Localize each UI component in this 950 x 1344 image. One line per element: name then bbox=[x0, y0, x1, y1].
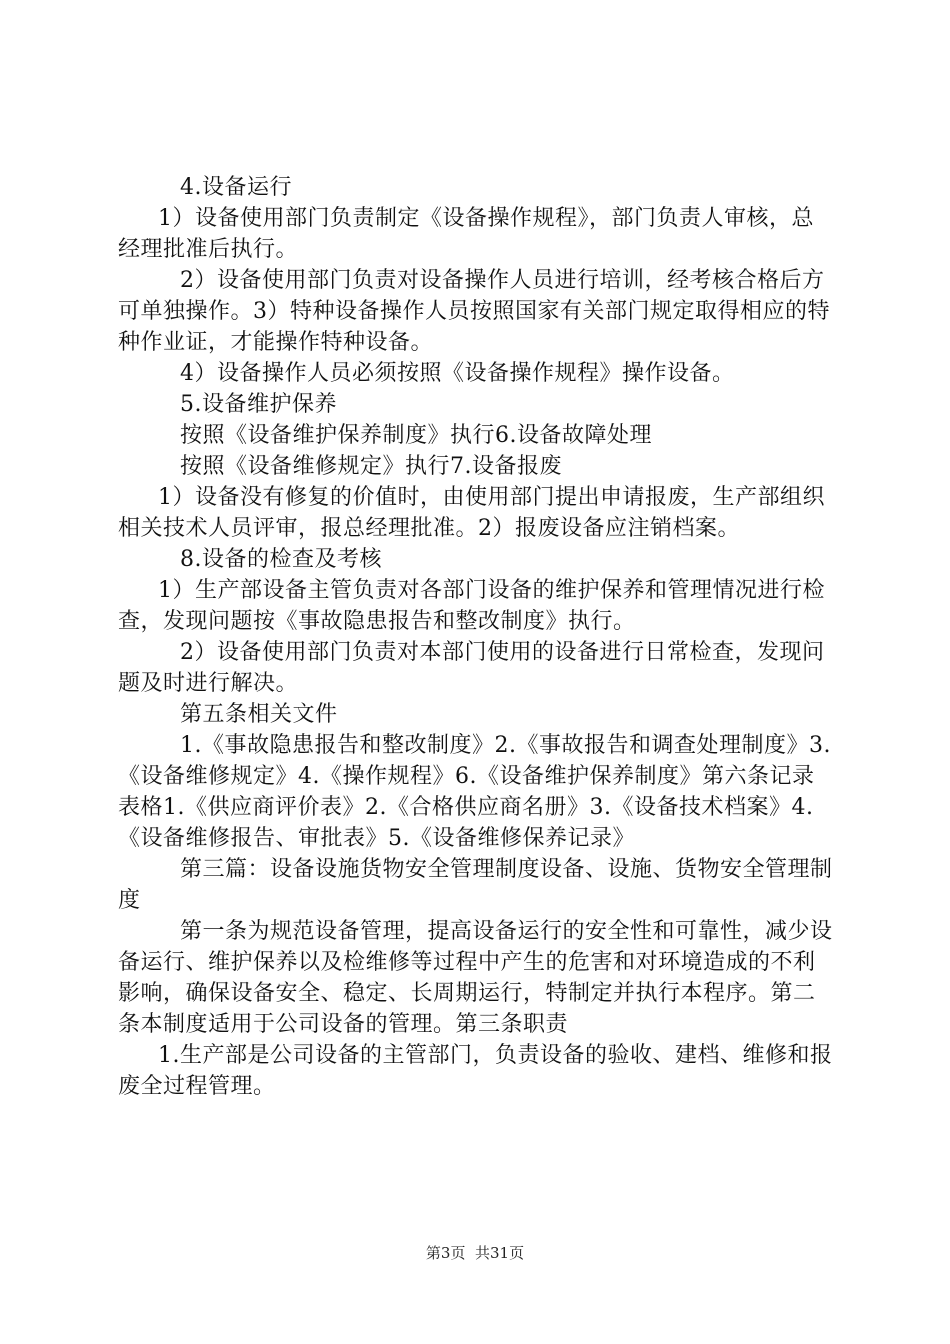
paragraph: 1）设备没有修复的价值时，由使用部门提出申请报废，生产部组织相关技术人员评审，报总经理批准。2）报废设备应注销档案。 bbox=[118, 485, 825, 541]
section-heading-related-documents: 第五条相关文件 bbox=[180, 702, 338, 727]
chapter-heading: 第三篇：设备设施货物安全管理制度设备、设施、货物安全管理制度 bbox=[118, 857, 833, 913]
page-number: 第3页 共31页 bbox=[425, 1244, 525, 1262]
paragraph: 1.生产部是公司设备的主管部门，负责设备的验收、建档、维修和报废全过程管理。 bbox=[118, 1043, 833, 1099]
page-footer bbox=[0, 1243, 950, 1263]
paragraph: 4）设备操作人员必须按照《设备操作规程》操作设备。 bbox=[180, 361, 735, 386]
section-heading-maintenance: 5.设备维护保养 bbox=[180, 392, 337, 417]
document-body bbox=[118, 172, 833, 1102]
paragraph: 第一条为规范设备管理，提高设备运行的安全性和可靠性，减少设备运行、维护保养以及检维修等过程中产生的危害和对环境造成的不利影响，确保设备安全、稳定、长周期运行，特制定并执行本程序。第二条本制度适用于公司设备的管理。第三条职责 bbox=[118, 919, 833, 1037]
paragraph: 2）设备使用部门负责对本部门使用的设备进行日常检查，发现问题及时进行解决。 bbox=[118, 640, 825, 696]
paragraph: 1.《事故隐患报告和整改制度》2.《事故报告和调查处理制度》3.《设备维修规定》4.《操作规程》6.《设备维护保养制度》第六条记录表格1.《供应商评价表》2.《合格供应商名册》3.《设备技术档案》4.《设备维修报告、审批表》5.《设备维修保养记录》 bbox=[118, 733, 831, 851]
paragraph: 1）生产部设备主管负责对各部门设备的维护保养和管理情况进行检查，发现问题按《事故隐患报告和整改制度》执行。 bbox=[118, 578, 825, 634]
paragraph: 2）设备使用部门负责对设备操作人员进行培训，经考核合格后方可单独操作。3）特种设备操作人员按照国家有关部门规定取得相应的特种作业证，才能操作特种设备。 bbox=[118, 268, 830, 355]
section-heading-inspection: 8.设备的检查及考核 bbox=[180, 547, 382, 572]
paragraph: 1）设备使用部门负责制定《设备操作规程》，部门负责人审核，总经理批准后执行。 bbox=[118, 206, 814, 262]
section-heading-operation: 4.设备运行 bbox=[180, 175, 292, 200]
paragraph: 按照《设备维修规定》执行7.设备报废 bbox=[180, 454, 562, 479]
paragraph: 按照《设备维护保养制度》执行6.设备故障处理 bbox=[180, 423, 652, 448]
